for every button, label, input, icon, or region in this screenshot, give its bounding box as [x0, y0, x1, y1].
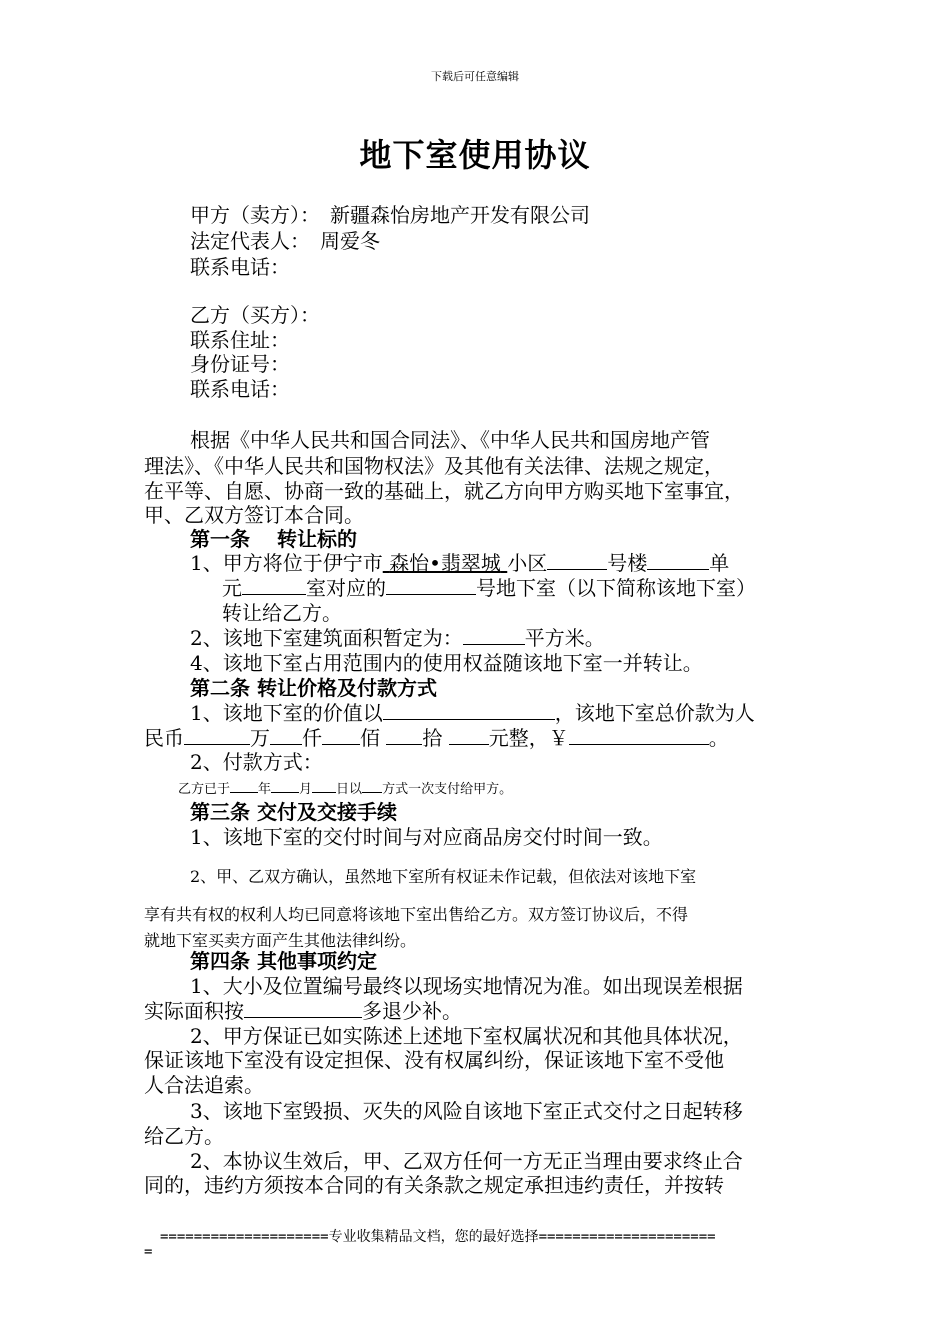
- article-1-item-2: [190, 626, 605, 650]
- text: ，该地下室总价款为人: [554, 701, 755, 725]
- text: 方式一次支付给甲方。: [382, 782, 513, 797]
- article-4-item-2-cont: 保证该地下室没有设定担保、没有权属纠纷，保证该地下室不受他: [144, 1048, 724, 1072]
- blank-field: [230, 779, 258, 793]
- article-1-item-1: [190, 551, 729, 575]
- party-a-line: 甲方（卖方）： 新疆森怡房地产开发有限公司: [190, 203, 590, 227]
- blank-field: [463, 626, 525, 645]
- article-3-item-2-cont: 就地下室买卖方面产生其他法律纠纷。: [144, 931, 417, 950]
- article-4-item-1-cont: [144, 999, 462, 1023]
- article-4-item-3-cont: 给乙方。: [144, 1124, 224, 1148]
- article-1-item-4: 4、该地下室占用范围内的使用权益随该地下室一并转让。: [190, 651, 703, 675]
- article-3-item-2: 2、甲、乙双方确认，虽然地下室所有权证未作记载，但依法对该地下室: [190, 867, 697, 886]
- blank-field: [383, 701, 555, 720]
- blank-field: [242, 576, 306, 595]
- blank-field: [322, 726, 360, 745]
- payment-line: [178, 778, 512, 797]
- article-2-item-2: 2、付款方式：: [190, 750, 323, 774]
- text: 日以: [336, 782, 363, 797]
- party-b-phone: 联系电话：: [190, 377, 290, 401]
- text: 乙方已于: [178, 782, 231, 797]
- page-header: 下载后可任意编辑: [431, 70, 519, 83]
- blank-field: [362, 779, 382, 793]
- text: 多退少补。: [362, 999, 462, 1023]
- party-b-id: 身份证号：: [190, 352, 290, 376]
- text: 号楼: [607, 551, 648, 575]
- text: 佰: [360, 726, 380, 750]
- text: 小区: [507, 551, 548, 575]
- article-1-heading: 第一条 转让标的: [190, 527, 357, 551]
- blank-field: [386, 576, 476, 595]
- blank-field: [449, 726, 489, 745]
- text: 月: [299, 782, 313, 797]
- blank-field: [312, 779, 336, 793]
- blank-field: [386, 726, 422, 745]
- text: 元: [222, 576, 242, 600]
- text: 年: [258, 782, 272, 797]
- text: 仟: [302, 726, 322, 750]
- blank-field: [569, 726, 709, 745]
- article-4-item-3: 3、该地下室毁损、灭失的风险自该地下室正式交付之日起转移: [190, 1099, 743, 1123]
- text: 实际面积按: [144, 999, 244, 1023]
- article-4-item-2-cont: 人合法追索。: [144, 1073, 264, 1097]
- article-4-item-4-cont: 同的，违约方须按本合同的有关条款之规定承担违约责任，并按转: [144, 1173, 724, 1197]
- preamble-line: 甲、乙双方签订本合同。: [144, 503, 364, 527]
- article-3-heading: 第三条 交付及交接手续: [190, 800, 397, 824]
- text: 室对应的: [306, 576, 386, 600]
- party-b-line: 乙方（买方）：: [190, 303, 320, 327]
- preamble-line: 根据《中华人民共和国合同法》、《中华人民共和国房地产管: [190, 428, 710, 452]
- text: 1、该地下室的价值以: [190, 701, 383, 725]
- article-3-item-2-cont: 享有共有权的权利人均已同意将该地下室出售给乙方。双方签订协议后，不得: [144, 905, 689, 924]
- preamble-line: 理法》、《中华人民共和国物权法》及其他有关法律、法规之规定，: [144, 454, 724, 478]
- blank-field: [244, 999, 362, 1018]
- blank-field: [647, 551, 709, 570]
- document-title: 地下室使用协议: [359, 136, 591, 174]
- text: 号地下室（以下简称该地下室）: [476, 576, 756, 600]
- article-4-heading: 第四条 其他事项约定: [190, 949, 377, 973]
- text: 民币: [144, 726, 184, 750]
- text: 万: [250, 726, 270, 750]
- blank-field: [271, 779, 299, 793]
- article-1-item-1-end: 转让给乙方。: [222, 601, 342, 625]
- article-4-item-2: 2、甲方保证已如实陈述上述地下室权属状况和其他具体状况，: [190, 1024, 743, 1048]
- footer-banner: ====================专业收集精品文档，您的最好选择=====================: [160, 1229, 716, 1245]
- article-2-heading: 第二条 转让价格及付款方式: [190, 676, 437, 700]
- text: 单: [709, 551, 730, 575]
- party-a-phone: 联系电话：: [190, 255, 290, 279]
- article-4-item-1: 1、大小及位置编号最终以现场实地情况为准。如出现误差根据: [190, 974, 743, 998]
- article-2-item-1-cont: [144, 726, 729, 750]
- blank-field: [547, 551, 607, 570]
- party-b-address: 联系住址：: [190, 328, 290, 352]
- party-a-representative: 法定代表人： 周爱冬: [190, 229, 380, 253]
- article-1-item-1-cont: [222, 576, 756, 600]
- text: 拾: [422, 726, 443, 750]
- blank-field: [184, 726, 250, 745]
- text: 1、甲方将位于伊宁市: [190, 551, 383, 575]
- text: 。: [708, 726, 729, 750]
- footer-banner-cont: =: [144, 1244, 153, 1260]
- blank-field: [270, 726, 302, 745]
- project-name: 森怡•翡翠城: [389, 551, 501, 575]
- text: 平方米。: [524, 626, 605, 650]
- article-2-item-1: [190, 701, 755, 725]
- article-3-item-1: 1、该地下室的交付时间与对应商品房交付时间一致。: [190, 825, 663, 849]
- article-4-item-4: 2、本协议生效后，甲、乙双方任何一方无正当理由要求终止合: [190, 1149, 743, 1173]
- text: 元整，￥: [488, 726, 569, 750]
- text: 2、该地下室建筑面积暂定为：: [190, 626, 463, 650]
- preamble-line: 在平等、自愿、协商一致的基础上，就乙方向甲方购买地下室事宜，: [144, 479, 744, 503]
